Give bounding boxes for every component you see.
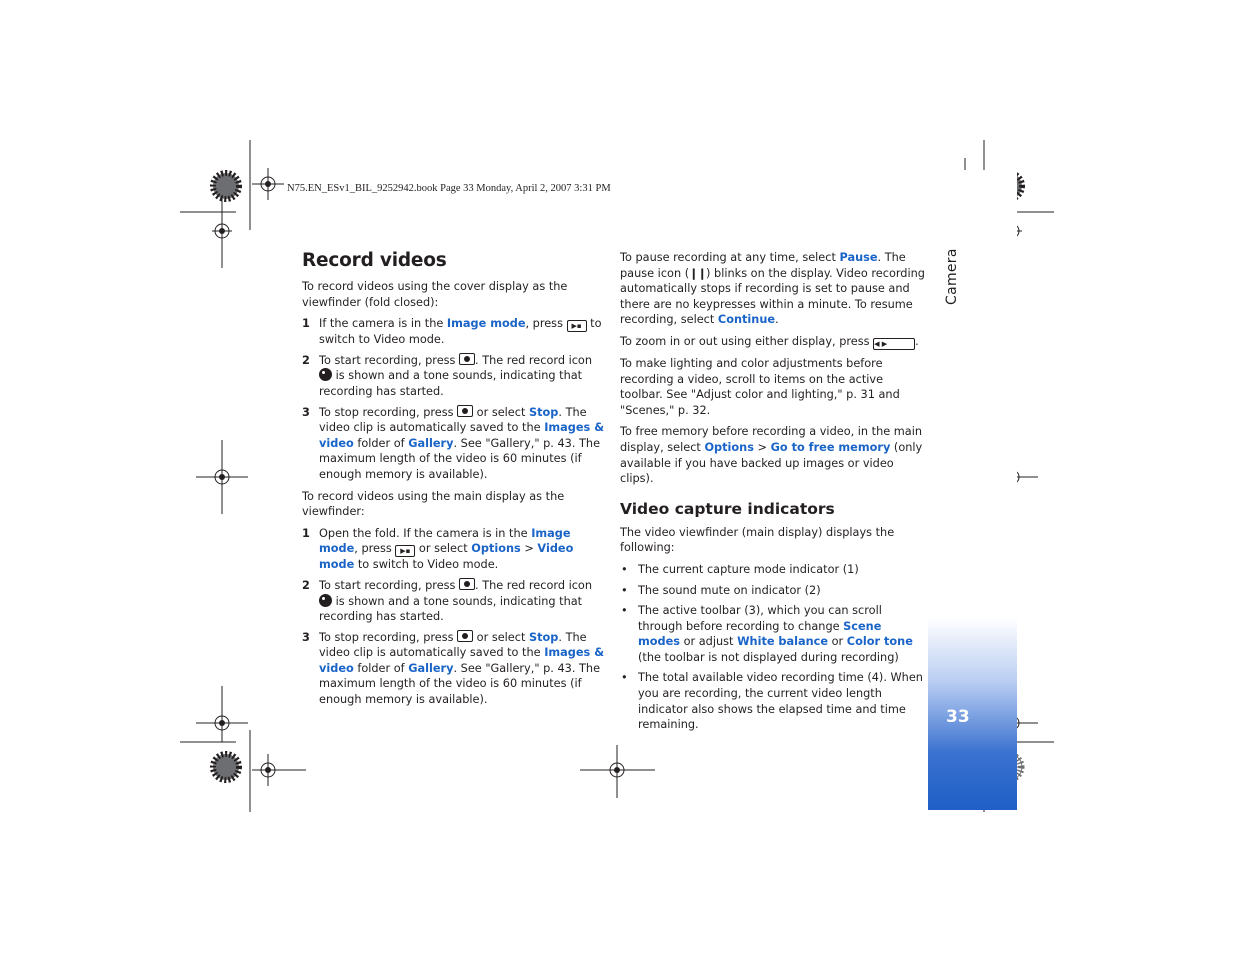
list-item: • The current capture mode indicator (1): [621, 562, 859, 576]
continue-link: Continue: [717, 313, 776, 327]
record-icon: [319, 594, 332, 607]
list-item: • The active toolbar (3), which you can scroll through before recording to change Scene modes or adjust White balance or Color tone (the toolbar is not displayed during recording): [621, 604, 913, 664]
list-item: 2 To start recording, press . The red record icon is shown and a tone sounds, indicating that recording has started.: [302, 578, 593, 624]
lighting-paragraph: To make lighting and color adjustments before recording a video, scroll to items on the active toolbar. See "Adjust color and lighting," p. 31 and "Scenes," p. 32.: [620, 356, 900, 417]
list-item: 3 To stop recording, press or select Stop. The video clip is automatically saved to the Images & video folder of Gallery. See "Gallery," p. 43. The maximum length of the video is 60 minutes (if enough memory is available).: [302, 405, 605, 481]
left-column: [302, 250, 607, 714]
print-header: N75.EN_ESv1_BIL_9252942.book Page 33 Monday, April 2, 2007 3:31 PM: [287, 183, 611, 194]
options-link: Options: [704, 440, 754, 454]
memory-paragraph: To free memory before recording a video, in the main display, select Options > Go to free memory (only available if you have backed up images or video clips).: [620, 425, 923, 486]
indicators-list: [620, 562, 925, 733]
free-memory-link: Go to free memory: [770, 440, 891, 454]
list-item: 1 If the camera is in the Image mode, press ▶▪ to switch to Video mode.: [302, 317, 602, 347]
options-link: Options: [471, 542, 521, 556]
color-tone-link: Color tone: [846, 635, 913, 649]
list-item: 2 To start recording, press . The red record icon is shown and a tone sounds, indicating that recording has started.: [302, 353, 593, 398]
capture-key-icon: [457, 405, 473, 417]
cover-steps: [302, 316, 607, 482]
zoom-paragraph: To zoom in or out using either display, press ◀ ▶ .: [620, 334, 919, 348]
zoom-key-icon: ◀ ▶: [873, 338, 915, 350]
gallery-link: Gallery: [408, 436, 454, 450]
stop-link: Stop: [529, 630, 559, 644]
pause-icon: ❙❙: [689, 266, 707, 280]
image-mode-link: Image mode: [446, 317, 526, 331]
video-mode-key-icon: ▶▪: [567, 320, 587, 332]
capture-key-icon: [459, 353, 475, 365]
images-video-link: Images & video: [319, 646, 605, 675]
section-label: Camera: [944, 248, 960, 305]
stop-link: Stop: [529, 405, 559, 419]
record-icon: [319, 368, 332, 381]
video-mode-link: Video mode: [319, 542, 574, 572]
page-title: Record videos: [302, 250, 447, 271]
scene-modes-link: Scene modes: [638, 619, 882, 649]
capture-key-icon: [457, 630, 473, 642]
white-balance-link: White balance: [737, 635, 829, 649]
list-item: 1 Open the fold. If the camera is in the Image mode, press ▶▪ or select Options > Video mode to switch to Video mode.: [302, 526, 574, 572]
page-number: 33: [946, 707, 970, 727]
list-item: 3 To stop recording, press or select Stop. The video clip is automatically saved to the Images & video folder of Gallery. See "Gallery," p. 43. The maximum length of the video is 60 minutes (if enough memory is available).: [302, 630, 605, 707]
video-mode-key-icon: ▶▪: [395, 545, 415, 557]
indicators-intro: The video viewfinder (main display) displays the following:: [620, 525, 895, 555]
list-item: • The total available video recording time (4). When you are recording, the current video length indicator also shows the elapsed time and time remaining.: [621, 671, 923, 732]
capture-key-icon: [459, 578, 475, 590]
pause-link: Pause: [839, 251, 878, 264]
images-video-link: Images & video: [319, 421, 605, 450]
main-steps: [302, 526, 607, 708]
section-sidebar: [928, 170, 1017, 810]
intro-cover: To record videos using the cover display as the viewfinder (fold closed):: [302, 280, 568, 309]
image-mode-link: Image mode: [319, 526, 571, 556]
section-heading: Video capture indicators: [620, 499, 835, 518]
pause-paragraph: To pause recording at any time, select Pause. The pause icon (❙❙) blinks on the display. Video recording automatically stops if recording is set to pause and there are no keypresses within a minute. To resume recording, select Continue.: [620, 251, 925, 327]
intro-main: To record videos using the main display as the viewfinder:: [302, 489, 565, 519]
right-column: [620, 250, 925, 738]
list-item: • The sound mute on indicator (2): [621, 583, 821, 597]
gallery-link: Gallery: [408, 661, 454, 675]
